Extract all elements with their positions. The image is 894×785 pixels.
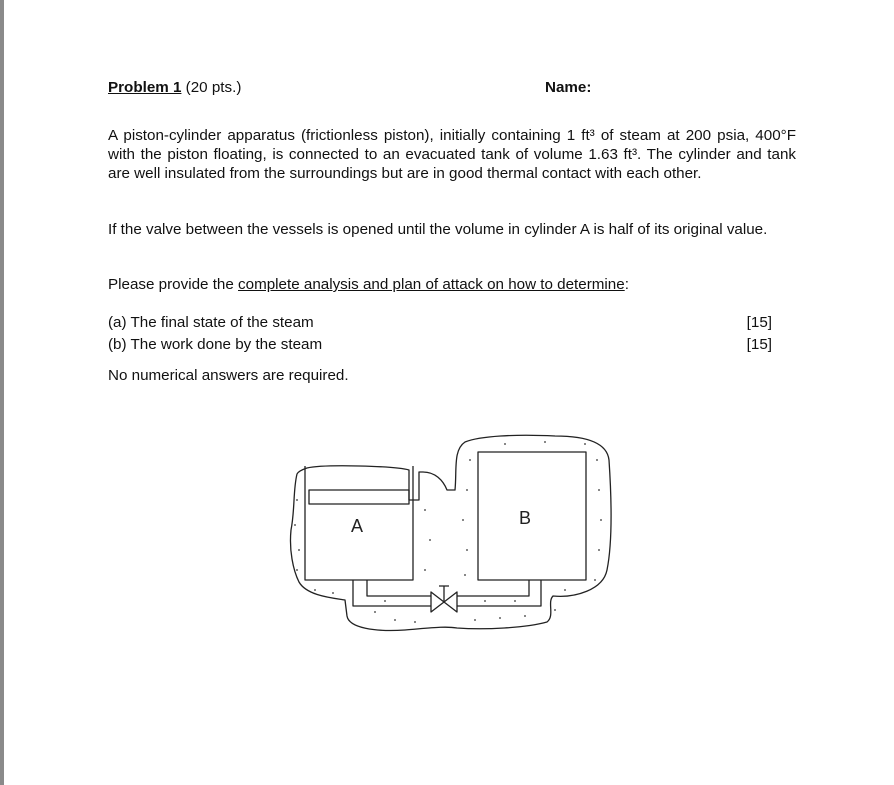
- note: No numerical answers are required.: [108, 367, 349, 384]
- instruction-underlined: complete analysis and plan of attack on how to determine: [238, 276, 625, 293]
- problem-points: (20 pts.): [185, 79, 242, 96]
- insulation-outline: [290, 435, 611, 630]
- left-edge-bar: [0, 0, 4, 785]
- piston: [309, 490, 409, 504]
- problem-label: Problem 1: [108, 79, 182, 96]
- instruction-prefix: Please provide the: [108, 276, 239, 293]
- question-a: [108, 313, 796, 333]
- label-a: A: [351, 516, 364, 536]
- header-row: [108, 78, 796, 98]
- document-page: [108, 0, 796, 785]
- question-b: [108, 335, 796, 355]
- question-a-points: [15]: [746, 314, 772, 331]
- problem-statement: A piston-cylinder apparatus (frictionless piston), initially containing 1 ft³ of steam at 200 psia, 400°F with the piston floating, is connected to an evacuated tank of volume 1.63 ft³. The cylinder and tank are well insulated from the surroundings but are in good thermal contact with each other.: [108, 127, 796, 182]
- question-a-text: (a) The final state of the steam: [108, 314, 314, 331]
- label-b: B: [519, 508, 532, 528]
- instruction-suffix: :: [624, 276, 629, 293]
- connecting-pipe: [353, 580, 431, 606]
- piston-tank-diagram: [285, 430, 620, 640]
- question-b-text: (b) The work done by the steam: [108, 336, 323, 353]
- problem-title: [108, 78, 241, 97]
- name-label: Name:: [545, 79, 592, 96]
- question-b-points: [15]: [746, 336, 772, 353]
- connecting-pipe-right: [457, 580, 541, 606]
- tank-b: [478, 452, 586, 580]
- valve-condition: If the valve between the vessels is opened until the volume in cylinder A is half of its original value.: [108, 221, 768, 238]
- instruction: [108, 275, 796, 294]
